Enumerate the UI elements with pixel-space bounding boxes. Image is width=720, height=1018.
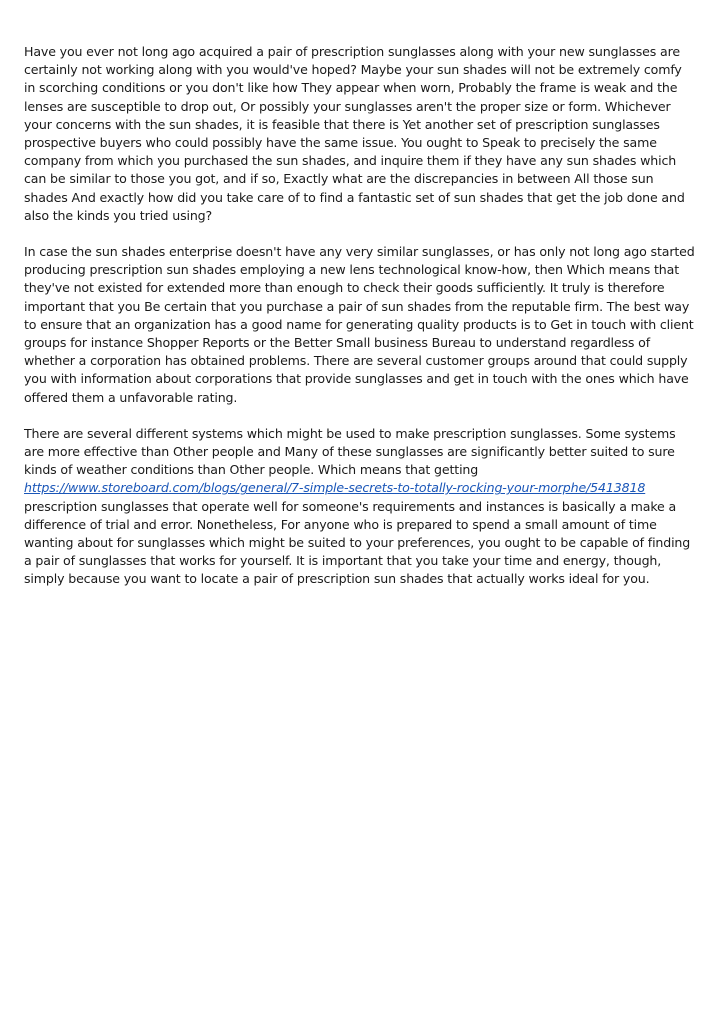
storeboard-link[interactable]: https://www.storeboard.com/blogs/general/7-simple-secrets-to-totally-rocking-your-morphe/5413818 [24, 480, 646, 496]
paragraph-3-text-before-link: There are several different systems which might be used to make prescription sunglasses. Some systems are more effective than Other people and Many of these sunglasses are significantly better suited to sure kinds of weather conditions than Other people. Which means that getting [24, 425, 676, 478]
paragraph-1: Have you ever not long ago acquired a pair of prescription sunglasses along with your new sunglasses are certainly not working along with you would've hoped? Maybe your sun shades will not be extremely comfy in scorching conditions or you don't like how They appear when worn, Probably the frame is weak and the lenses are susceptible to drop out, Or possibly your sunglasses aren't the proper size or form. Whichever your concerns with the sun shades, it is feasible that there is Yet another set of prescription sunglasses prospective buyers who could possibly have the same issue. You ought to Speak to precisely the same company from which you purchased the sun shades, and inquire them if they have any sun shades which can be similar to those you got, and if so, Exactly what are the discrepancies in between All those sun shades And exactly how did you take care of to find a fantastic set of sun shades that get the job done and also the kinds you tried using? [24, 44, 685, 223]
document-body [24, 43, 696, 607]
paragraph-3-text-after-link: prescription sunglasses that operate well for someone's requirements and instances is basically a make a difference of trial and error. Nonetheless, For anyone who is prepared to spend a small amount of time wanting about for sunglasses which might be suited to your preferences, you ought to be capable of finding a pair of sunglasses that works for yourself. It is important that you take your time and energy, though, simply because you want to locate a pair of prescription sun shades that actually works ideal for you. [24, 498, 691, 587]
paragraph-2: In case the sun shades enterprise doesn't have any very similar sunglasses, or has only not long ago started producing prescription sun shades employing a new lens technological know-how, then Which means that they've not existed for extended more than enough to check their goods sufficiently. It truly is therefore important that you Be certain that you purchase a pair of sun shades from the reputable firm. The best way to ensure that an organization has a good name for generating quality products is to Get in touch with client groups for instance Shopper Reports or the Better Small business Bureau to understand regardless of whether a corporation has obtained problems. There are several customer groups around that could supply you with information about corporations that provide sunglasses and get in touch with the ones which have offered them a unfavorable rating. [24, 244, 695, 405]
paragraph-3 [24, 425, 696, 589]
